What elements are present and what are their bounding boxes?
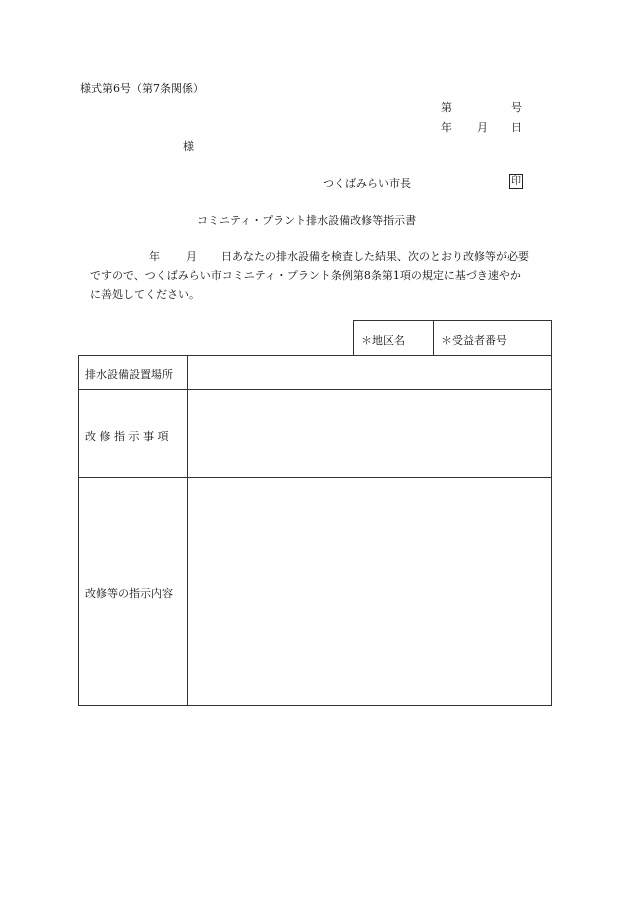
addressee-suffix: 様 bbox=[183, 140, 194, 153]
intro-year: 年 bbox=[149, 250, 160, 263]
date-day: 日 bbox=[511, 121, 522, 134]
location-label: 排水設備設置場所 bbox=[85, 368, 173, 381]
beneficiary-number-cell[interactable] bbox=[433, 320, 552, 356]
repair-items-label: 改 修 指 示 事 項 bbox=[85, 430, 169, 443]
instruction-content-field[interactable] bbox=[188, 478, 551, 705]
repair-items-field[interactable] bbox=[188, 390, 551, 477]
issuer: つくばみらい市長 bbox=[323, 177, 411, 190]
document-number-go: 号 bbox=[511, 101, 522, 114]
seal-mark: 印 bbox=[511, 176, 521, 187]
date-month: 月 bbox=[477, 121, 488, 134]
district-name-cell[interactable] bbox=[353, 320, 433, 356]
form-number: 様式第6号（第7条関係） bbox=[80, 82, 204, 95]
document-title: コミニティ・プラント排水設備改修等指示書 bbox=[197, 214, 417, 227]
intro-month: 月 bbox=[186, 250, 197, 263]
intro-line1: 日あなたの排水設備を検査した結果、次のとおり改修等が必要 bbox=[221, 250, 529, 263]
instruction-content-label: 改修等の指示内容 bbox=[85, 587, 173, 600]
intro-line3: に善処してください。 bbox=[90, 288, 200, 301]
beneficiary-label: ＊受益者番号 bbox=[441, 334, 507, 347]
document-number-dai: 第 bbox=[441, 101, 452, 114]
intro-line2: ですので、つくばみらい市コミニティ・プラント条例第8条第1項の規定に基づき速やか bbox=[90, 269, 521, 282]
date-year: 年 bbox=[441, 121, 452, 134]
location-field[interactable] bbox=[188, 356, 551, 389]
district-label: ＊地区名 bbox=[361, 334, 405, 347]
